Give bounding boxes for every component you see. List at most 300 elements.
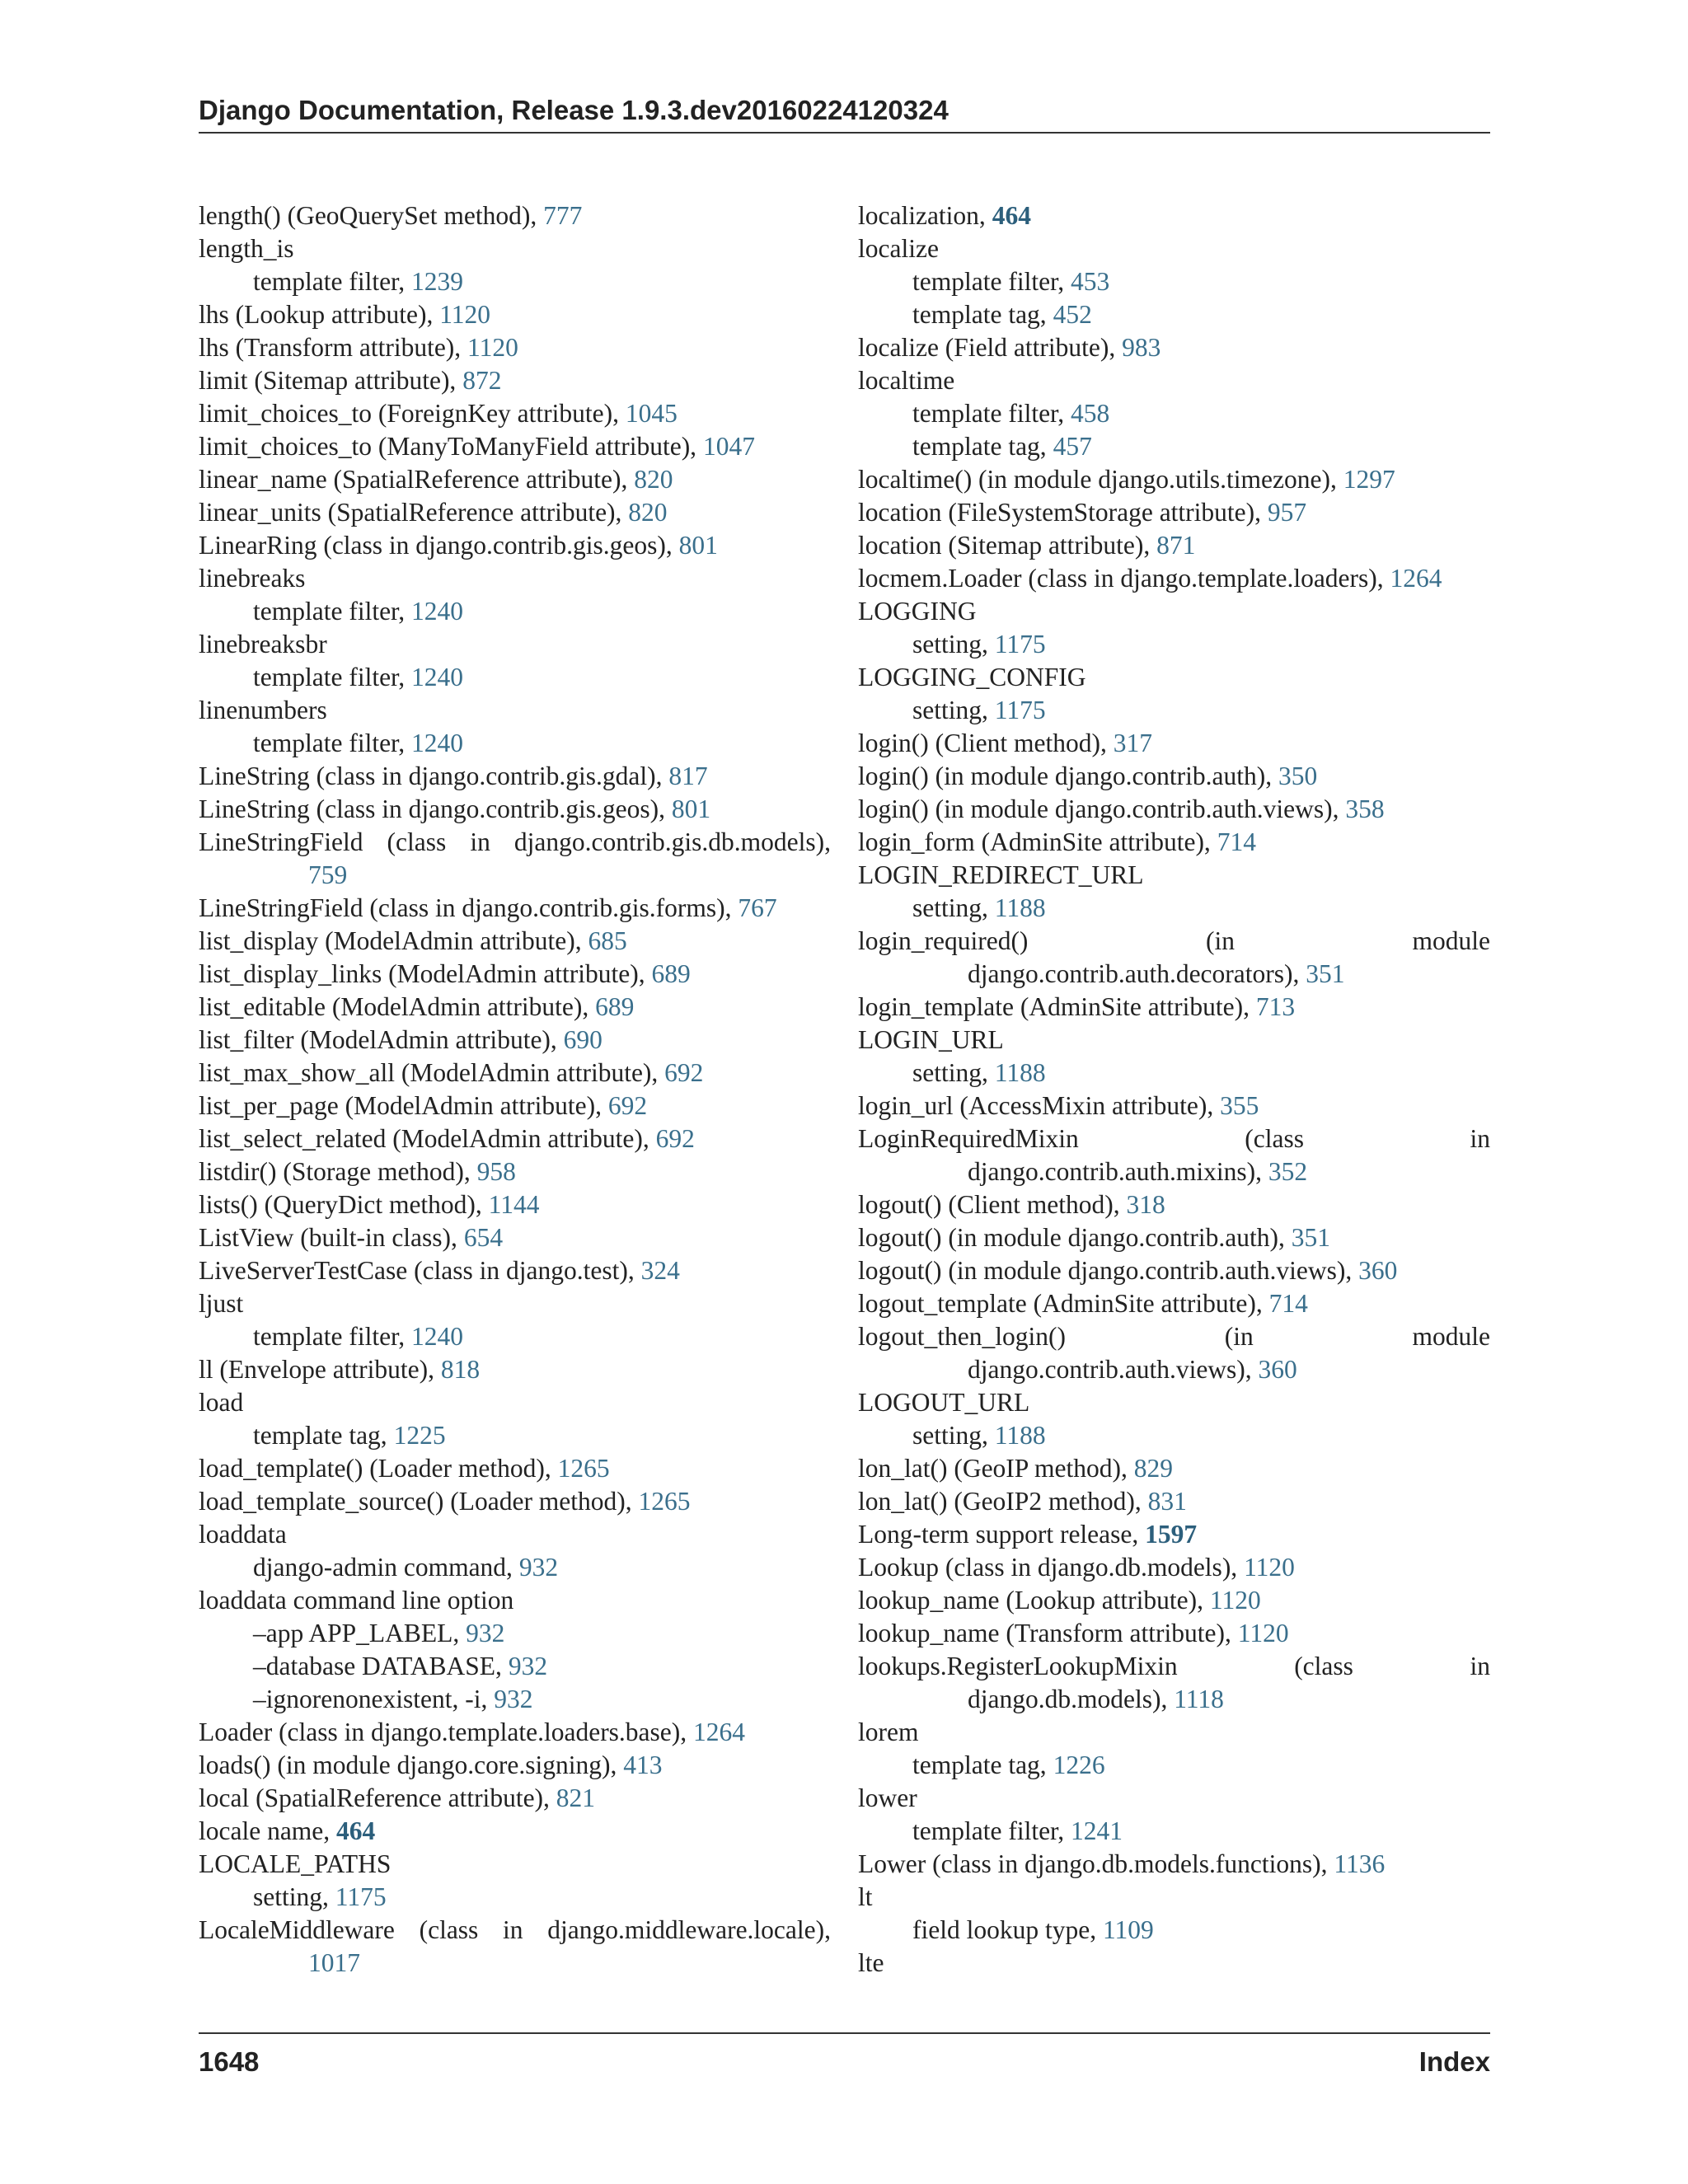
index-entry xyxy=(858,826,1490,859)
page-reference-link[interactable]: 360 xyxy=(1258,1355,1297,1384)
page-reference-link[interactable]: 452 xyxy=(1053,300,1092,329)
page-reference-link[interactable]: 1120 xyxy=(467,333,518,362)
index-term: template tag, xyxy=(912,300,1053,329)
index-term: Long-term support release, xyxy=(858,1520,1146,1549)
index-subentry xyxy=(858,430,1490,463)
index-subentry xyxy=(858,298,1490,331)
index-term: django.db.models), xyxy=(968,1685,1175,1713)
index-entry xyxy=(199,1716,831,1749)
index-entry xyxy=(858,199,1490,232)
page-reference-link[interactable]: 1120 xyxy=(1237,1619,1289,1647)
page-reference-link[interactable]: 1120 xyxy=(1209,1586,1261,1615)
page-reference-link[interactable]: 464 xyxy=(992,201,1031,230)
index-term: lists() (QueryDict method), xyxy=(199,1190,489,1219)
index-entry xyxy=(199,925,831,958)
page-reference-link[interactable]: 351 xyxy=(1291,1223,1331,1252)
page-reference-link[interactable]: 317 xyxy=(1113,729,1152,757)
index-entry xyxy=(199,1584,831,1617)
index-term: lhs (Transform attribute), xyxy=(199,333,468,362)
index-entry xyxy=(858,1881,1490,1914)
index-term: LOGGING_CONFIG xyxy=(858,663,1086,691)
index-entry xyxy=(199,232,831,265)
page-footer xyxy=(199,2032,1490,2079)
index-entry-continuation xyxy=(858,958,1490,991)
index-term: limit_choices_to (ForeignKey attribute), xyxy=(199,399,626,428)
index-entry xyxy=(199,199,831,232)
index-term: list_display_links (ModelAdmin attribute), xyxy=(199,959,652,988)
index-term: LoginRequiredMixin (class in xyxy=(858,1124,1490,1153)
index-entry xyxy=(199,793,831,826)
index-term: Lookup (class in django.db.models), xyxy=(858,1553,1245,1582)
page-reference-link[interactable]: 692 xyxy=(607,1091,648,1120)
index-entry xyxy=(199,463,831,496)
index-entry xyxy=(199,1815,831,1848)
index-term: login_url (AccessMixin attribute), xyxy=(858,1091,1221,1120)
page-reference-link[interactable]: 713 xyxy=(1255,992,1296,1021)
index-term: lorem xyxy=(858,1718,919,1746)
page-reference-link[interactable]: 1264 xyxy=(693,1718,746,1746)
index-term: template tag, xyxy=(253,1421,394,1450)
index-term: lookup_name (Transform attribute), xyxy=(858,1619,1238,1647)
index-term: LineString (class in django.contrib.gis.gdal), xyxy=(199,762,669,790)
index-term: local (SpatialReference attribute), xyxy=(199,1783,556,1812)
index-term: –database DATABASE, xyxy=(253,1652,509,1680)
index-term: lon_lat() (GeoIP method), xyxy=(858,1454,1134,1483)
index-term: logout() (in module django.contrib.auth), xyxy=(858,1223,1292,1252)
page-reference-link[interactable]: 1175 xyxy=(994,630,1046,658)
index-entry xyxy=(858,760,1490,793)
page-reference-link[interactable]: 871 xyxy=(1156,531,1196,560)
index-entry xyxy=(199,1221,831,1254)
index-term: location (Sitemap attribute), xyxy=(858,531,1157,560)
index-entry xyxy=(199,1254,831,1287)
index-term: load xyxy=(199,1388,244,1417)
index-subentry xyxy=(199,265,831,298)
index-term: template filter, xyxy=(912,1816,1071,1845)
index-entry xyxy=(858,1320,1490,1353)
index-entry xyxy=(858,562,1490,595)
index-entry xyxy=(199,991,831,1024)
index-entry xyxy=(199,1452,831,1485)
index-entry-continuation xyxy=(858,1683,1490,1716)
index-term: Loader (class in django.template.loaders.base), xyxy=(199,1718,694,1746)
index-entry xyxy=(199,628,831,661)
index-entry xyxy=(199,1287,831,1320)
page-reference-link[interactable]: 1120 xyxy=(439,300,491,329)
page-reference-link[interactable]: 801 xyxy=(678,531,718,560)
index-term: LineString (class in django.contrib.gis.geos), xyxy=(199,794,672,823)
index-term: ljust xyxy=(199,1289,244,1318)
index-entry xyxy=(858,1617,1490,1650)
index-term: lon_lat() (GeoIP2 method), xyxy=(858,1487,1148,1516)
index-entry xyxy=(199,958,831,991)
index-term: –app APP_LABEL, xyxy=(253,1619,467,1647)
index-entry xyxy=(199,1914,831,1947)
index-term: django.contrib.auth.mixins), xyxy=(968,1157,1268,1186)
index-term: list_per_page (ModelAdmin attribute), xyxy=(199,1091,608,1120)
page-reference-link[interactable]: 714 xyxy=(1217,827,1256,856)
index-subentry xyxy=(199,661,831,694)
index-term: template filter, xyxy=(253,729,412,757)
index-subentry xyxy=(858,1749,1490,1782)
page-reference-link[interactable]: 1144 xyxy=(488,1190,540,1219)
index-term: LOGIN_REDIRECT_URL xyxy=(858,860,1144,889)
index-term: LinearRing (class in django.contrib.gis.geos), xyxy=(199,531,679,560)
index-entry xyxy=(858,463,1490,496)
index-term: list_filter (ModelAdmin attribute), xyxy=(199,1025,564,1054)
index-term: template tag, xyxy=(912,432,1053,461)
page-reference-link[interactable]: 1188 xyxy=(994,1421,1046,1450)
index-entry xyxy=(858,595,1490,628)
page-reference-link[interactable]: 690 xyxy=(563,1025,603,1054)
index-term: list_max_show_all (ModelAdmin attribute), xyxy=(199,1058,665,1087)
index-column-right xyxy=(858,199,1490,1980)
page-reference-link[interactable]: 932 xyxy=(494,1685,533,1713)
index-term: lower xyxy=(858,1783,917,1812)
index-term: django-admin command, xyxy=(253,1553,519,1582)
index-entry xyxy=(199,562,831,595)
page-reference-link[interactable]: 1240 xyxy=(411,729,464,757)
page-reference-link[interactable]: 1118 xyxy=(1174,1685,1224,1713)
index-term: length() (GeoQuerySet method), xyxy=(199,201,544,230)
index-term: template tag, xyxy=(912,1750,1053,1779)
index-term: login() (in module django.contrib.auth), xyxy=(858,762,1279,790)
index-term: location (FileSystemStorage attribute), xyxy=(858,498,1268,527)
index-term: login() (Client method), xyxy=(858,729,1114,757)
page-reference-link[interactable]: 821 xyxy=(556,1783,596,1812)
index-term: LineStringField (class in django.contrib.gis.db.models), xyxy=(199,827,831,856)
index-term: localize xyxy=(858,234,939,263)
index-entry xyxy=(199,1188,831,1221)
page-reference-link[interactable]: 1240 xyxy=(411,597,464,626)
index-entry xyxy=(199,1485,831,1518)
index-term: loaddata command line option xyxy=(199,1586,514,1615)
index-term: setting, xyxy=(912,1058,995,1087)
index-term: login() (in module django.contrib.auth.views), xyxy=(858,794,1346,823)
index-entry xyxy=(199,430,831,463)
index-entry xyxy=(858,1090,1490,1122)
page-reference-link[interactable]: 1265 xyxy=(557,1454,610,1483)
index-entry xyxy=(199,529,831,562)
index-term: localization, xyxy=(858,201,992,230)
index-term: template filter, xyxy=(912,267,1071,296)
section-name: Index xyxy=(1418,2046,1490,2077)
index-subentry xyxy=(858,1815,1490,1848)
page-reference-link[interactable]: 1136 xyxy=(1334,1849,1386,1878)
page-reference-link[interactable]: 457 xyxy=(1053,432,1092,461)
index-term: django.contrib.auth.views), xyxy=(968,1355,1259,1384)
index-term: linear_name (SpatialReference attribute), xyxy=(199,465,635,494)
index-term: setting, xyxy=(253,1882,335,1911)
page-reference-link[interactable]: 1188 xyxy=(994,1058,1046,1087)
index-term: –ignorenonexistent, -i, xyxy=(253,1685,495,1713)
page-number: 1648 xyxy=(199,2046,260,2077)
index-term: lookups.RegisterLookupMixin (class in xyxy=(858,1652,1490,1680)
page-reference-link[interactable]: 714 xyxy=(1268,1289,1308,1318)
index-entry xyxy=(199,1848,831,1881)
index-term: template filter, xyxy=(253,1322,412,1351)
index-entry xyxy=(199,892,831,925)
index-term: login_required() (in module xyxy=(858,926,1490,955)
index-subentry xyxy=(858,397,1490,430)
index-term: loads() (in module django.core.signing), xyxy=(199,1750,624,1779)
index-term: setting, xyxy=(912,696,995,724)
page-reference-link[interactable]: 1241 xyxy=(1071,1816,1123,1845)
page-reference-link[interactable]: 352 xyxy=(1268,1157,1308,1186)
index-entry xyxy=(199,298,831,331)
index-entry xyxy=(858,991,1490,1024)
page-reference-link[interactable]: 932 xyxy=(518,1553,559,1582)
index-term: linenumbers xyxy=(199,696,327,724)
index-term: listdir() (Storage method), xyxy=(199,1157,477,1186)
page-reference-link[interactable]: 872 xyxy=(462,366,502,395)
index-term: limit (Sitemap attribute), xyxy=(199,366,463,395)
index-entry xyxy=(858,1221,1490,1254)
index-entry xyxy=(858,1848,1490,1881)
page-reference-link[interactable]: 1240 xyxy=(411,663,464,691)
page-reference-link[interactable]: 654 xyxy=(463,1223,504,1252)
index-term: localtime() (in module django.utils.timezone), xyxy=(858,465,1343,494)
index-subentry xyxy=(199,1683,831,1716)
page-reference-link[interactable]: 932 xyxy=(508,1652,548,1680)
index-term: template filter, xyxy=(253,597,412,626)
index-subentry xyxy=(858,628,1490,661)
index-term: logout_template (AdminSite attribute), xyxy=(858,1289,1269,1318)
index-entry-continuation xyxy=(199,859,831,892)
index-subentry xyxy=(199,1881,831,1914)
page-reference-link[interactable]: 777 xyxy=(543,201,583,230)
index-subentry xyxy=(858,892,1490,925)
index-entry-continuation xyxy=(858,1353,1490,1386)
page-reference-link[interactable]: 932 xyxy=(466,1619,505,1647)
index-term: Lower (class in django.db.models.functions), xyxy=(858,1849,1334,1878)
page-reference-link[interactable]: 767 xyxy=(738,893,777,922)
index-term: logout() (in module django.contrib.auth.views), xyxy=(858,1256,1359,1285)
index-subentry xyxy=(858,1419,1490,1452)
page-reference-link[interactable]: 692 xyxy=(664,1058,704,1087)
index-entry xyxy=(858,1188,1490,1221)
index-term: template filter, xyxy=(253,267,412,296)
index-entry-continuation xyxy=(858,1155,1490,1188)
index-term: LineStringField (class in django.contrib.gis.forms), xyxy=(199,893,738,922)
index-entry xyxy=(858,331,1490,364)
page-reference-link[interactable]: 689 xyxy=(595,992,635,1021)
document-title: Django Documentation, Release 1.9.3.dev20160224120324 xyxy=(199,95,949,125)
index-entry xyxy=(858,1584,1490,1617)
page-reference-link[interactable]: 1265 xyxy=(638,1487,691,1516)
page-reference-link[interactable]: 689 xyxy=(651,959,691,988)
index-entry xyxy=(858,1254,1490,1287)
page-reference-link[interactable]: 1239 xyxy=(411,267,464,296)
index-term: list_display (ModelAdmin attribute), xyxy=(199,926,588,955)
index-term: load_template() (Loader method), xyxy=(199,1454,558,1483)
index-entry xyxy=(858,1485,1490,1518)
page-reference-link[interactable]: 1047 xyxy=(702,432,755,461)
index-term: logout() (Client method), xyxy=(858,1190,1127,1219)
page-reference-link[interactable]: 358 xyxy=(1345,794,1385,823)
index-entry xyxy=(858,1518,1490,1551)
page-reference-link[interactable]: 1188 xyxy=(994,893,1046,922)
index-term: list_editable (ModelAdmin attribute), xyxy=(199,992,596,1021)
page-reference-link[interactable]: 958 xyxy=(476,1157,516,1186)
index-subentry xyxy=(858,1057,1490,1090)
index-entry xyxy=(858,1782,1490,1815)
page-reference-link[interactable]: 1264 xyxy=(1390,564,1442,593)
index-entry xyxy=(858,1452,1490,1485)
index-entry xyxy=(858,1287,1490,1320)
index-entry xyxy=(199,1518,831,1551)
index-entry xyxy=(858,1122,1490,1155)
index-entry xyxy=(858,1386,1490,1419)
page-reference-link[interactable]: 464 xyxy=(336,1816,376,1845)
index-entry xyxy=(858,364,1490,397)
index-entry xyxy=(199,1749,831,1782)
index-term: linear_units (SpatialReference attribute), xyxy=(199,498,629,527)
page-reference-link[interactable]: 1240 xyxy=(411,1322,464,1351)
page-reference-link[interactable]: 1017 xyxy=(308,1948,360,1977)
page-reference-link[interactable]: 355 xyxy=(1220,1091,1259,1120)
page-reference-link[interactable]: 350 xyxy=(1278,762,1318,790)
index-entry xyxy=(199,826,831,859)
page-reference-link[interactable]: 685 xyxy=(588,926,627,955)
index-term: lookup_name (Lookup attribute), xyxy=(858,1586,1210,1615)
page-reference-link[interactable]: 829 xyxy=(1133,1454,1173,1483)
index-term: login_form (AdminSite attribute), xyxy=(858,827,1217,856)
index-term: login_template (AdminSite attribute), xyxy=(858,992,1256,1021)
index-entry xyxy=(199,1024,831,1057)
index-subentry xyxy=(199,1551,831,1584)
page-reference-link[interactable]: 1109 xyxy=(1102,1915,1154,1944)
index-entry xyxy=(199,1155,831,1188)
page-reference-link[interactable]: 820 xyxy=(628,498,668,527)
page-reference-link[interactable]: 360 xyxy=(1358,1256,1398,1285)
running-header xyxy=(199,92,1490,134)
page-reference-link[interactable]: 458 xyxy=(1071,399,1110,428)
index-entry xyxy=(199,397,831,430)
page-reference-link[interactable]: 818 xyxy=(440,1355,481,1384)
index-entry xyxy=(199,1122,831,1155)
index-term: locmem.Loader (class in django.template.loaders), xyxy=(858,564,1390,593)
page-reference-link[interactable]: 1226 xyxy=(1053,1750,1105,1779)
index-term: localize (Field attribute), xyxy=(858,333,1123,362)
index-term: ll (Envelope attribute), xyxy=(199,1355,441,1384)
index-subentry xyxy=(199,727,831,760)
index-term: template filter, xyxy=(253,663,412,691)
index-entry xyxy=(858,793,1490,826)
page-reference-link[interactable]: 1045 xyxy=(625,399,678,428)
index-term: template filter, xyxy=(912,399,1071,428)
page-reference-link[interactable]: 324 xyxy=(640,1256,680,1285)
index-subentry xyxy=(858,1914,1490,1947)
index-term: localtime xyxy=(858,366,955,395)
index-term: LocaleMiddleware (class in django.middleware.locale), xyxy=(199,1915,831,1944)
page-reference-link[interactable]: 817 xyxy=(668,762,708,790)
index-entry xyxy=(858,1024,1490,1057)
index-subentry xyxy=(858,694,1490,727)
index-term: field lookup type, xyxy=(912,1915,1103,1944)
page-reference-link[interactable]: 1297 xyxy=(1343,465,1395,494)
page-reference-link[interactable]: 318 xyxy=(1126,1190,1165,1219)
index-subentry xyxy=(199,1650,831,1683)
index-entry xyxy=(858,529,1490,562)
index-term: lhs (Lookup attribute), xyxy=(199,300,440,329)
index-subentry xyxy=(199,595,831,628)
page-reference-link[interactable]: 692 xyxy=(655,1124,695,1153)
index-term: setting, xyxy=(912,630,995,658)
index-term: linebreaks xyxy=(199,564,306,593)
page-reference-link[interactable]: 453 xyxy=(1071,267,1110,296)
index-subentry xyxy=(199,1320,831,1353)
index-entry xyxy=(858,1551,1490,1584)
index-term: length_is xyxy=(199,234,294,263)
index-term: linebreaksbr xyxy=(199,630,327,658)
page-reference-link[interactable]: 1175 xyxy=(335,1882,387,1911)
index-term: ListView (built-in class), xyxy=(199,1223,464,1252)
index-term: load_template_source() (Loader method), xyxy=(199,1487,639,1516)
index-term: LOGIN_URL xyxy=(858,1025,1004,1054)
index-subentry xyxy=(858,265,1490,298)
index-entry xyxy=(199,1057,831,1090)
page-reference-link[interactable]: 1120 xyxy=(1244,1553,1295,1582)
page-reference-link[interactable]: 801 xyxy=(671,794,711,823)
page-reference-link[interactable]: 957 xyxy=(1267,498,1307,527)
page-reference-link[interactable]: 983 xyxy=(1122,333,1161,362)
index-subentry xyxy=(199,1617,831,1650)
index-entry xyxy=(858,925,1490,958)
page-reference-link[interactable]: 831 xyxy=(1147,1487,1187,1516)
page-reference-link[interactable]: 351 xyxy=(1306,959,1345,988)
index-entry xyxy=(199,694,831,727)
index-entry xyxy=(858,1650,1490,1683)
index-term: LOGGING xyxy=(858,597,977,626)
page-reference-link[interactable]: 820 xyxy=(634,465,673,494)
index-column-left xyxy=(199,199,831,1980)
index-entry xyxy=(199,331,831,364)
page-reference-link[interactable]: 759 xyxy=(308,860,348,889)
index-term: LOCALE_PATHS xyxy=(199,1849,392,1878)
index-term: LiveServerTestCase (class in django.test), xyxy=(199,1256,641,1285)
page-reference-link[interactable]: 1597 xyxy=(1145,1520,1198,1549)
index-term: lte xyxy=(858,1948,884,1977)
index-entry-continuation xyxy=(199,1947,831,1980)
index-term: setting, xyxy=(912,1421,995,1450)
index-entry xyxy=(199,1090,831,1122)
index-term: loaddata xyxy=(199,1520,287,1549)
page-reference-link[interactable]: 1175 xyxy=(994,696,1046,724)
index-term: list_select_related (ModelAdmin attribute), xyxy=(199,1124,656,1153)
index-term: lt xyxy=(858,1882,873,1911)
index-entry xyxy=(858,1716,1490,1749)
index-entry xyxy=(858,727,1490,760)
index-term: LOGOUT_URL xyxy=(858,1388,1030,1417)
index-entry xyxy=(858,1947,1490,1980)
index-term: logout_then_login() (in module xyxy=(858,1322,1490,1351)
index-term: locale name, xyxy=(199,1816,337,1845)
index-entry xyxy=(199,1353,831,1386)
index-entry xyxy=(199,364,831,397)
index-entry xyxy=(199,496,831,529)
page-reference-link[interactable]: 1225 xyxy=(393,1421,446,1450)
index-subentry xyxy=(199,1419,831,1452)
index-entry xyxy=(199,760,831,793)
index-entry xyxy=(199,1386,831,1419)
index-term: setting, xyxy=(912,893,995,922)
page-reference-link[interactable]: 413 xyxy=(623,1750,663,1779)
index-entry xyxy=(858,661,1490,694)
index-entry xyxy=(858,496,1490,529)
index-entry xyxy=(858,232,1490,265)
index-entry xyxy=(858,859,1490,892)
